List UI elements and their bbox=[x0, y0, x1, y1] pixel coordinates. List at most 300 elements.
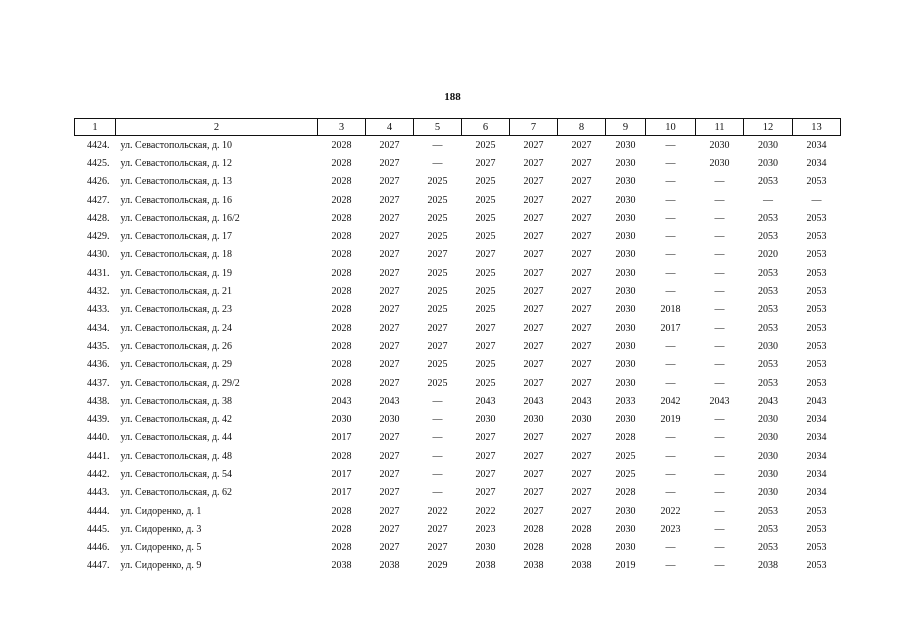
year-cell: 2027 bbox=[379, 194, 400, 206]
year-cell: — bbox=[714, 340, 725, 352]
year-cell: 2017 bbox=[331, 432, 352, 444]
table-row bbox=[75, 227, 841, 245]
year-cell: 2028 bbox=[331, 377, 352, 389]
table-row bbox=[75, 520, 841, 538]
year-cell: 2027 bbox=[427, 523, 448, 535]
table-body bbox=[75, 136, 841, 576]
year-cell: — bbox=[665, 267, 676, 279]
year-cell: 2030 bbox=[379, 414, 400, 426]
table-row bbox=[75, 429, 841, 447]
year-cell: — bbox=[714, 432, 725, 444]
year-cell: 2053 bbox=[806, 359, 827, 371]
table-row bbox=[75, 392, 841, 410]
table-row bbox=[75, 209, 841, 227]
column-header-4: 4 bbox=[366, 119, 414, 136]
year-cell: 2027 bbox=[571, 304, 592, 316]
year-cell: 2019 bbox=[660, 414, 681, 426]
year-cell: 2027 bbox=[523, 157, 544, 169]
year-cell: 2027 bbox=[523, 249, 544, 261]
year-cell: — bbox=[714, 322, 725, 334]
year-cell: — bbox=[714, 249, 725, 261]
year-cell: 2027 bbox=[427, 249, 448, 261]
year-cell: 2030 bbox=[615, 505, 636, 517]
year-cell: 2053 bbox=[806, 231, 827, 243]
column-header-2: 2 bbox=[116, 119, 318, 136]
year-cell: — bbox=[432, 487, 443, 499]
year-cell: 2027 bbox=[475, 487, 496, 499]
year-cell: — bbox=[714, 359, 725, 371]
year-cell: 2033 bbox=[615, 395, 636, 407]
year-cell: — bbox=[811, 194, 822, 206]
year-cell: 2028 bbox=[331, 212, 352, 224]
year-cell: — bbox=[665, 249, 676, 261]
year-cell: — bbox=[665, 432, 676, 444]
year-cell: 2030 bbox=[615, 249, 636, 261]
year-cell: 2017 bbox=[331, 487, 352, 499]
year-cell: 2025 bbox=[427, 304, 448, 316]
address-cell: ул. Севастопольская, д. 62 bbox=[120, 487, 233, 499]
year-cell: 2043 bbox=[331, 395, 352, 407]
column-header-3: 3 bbox=[318, 119, 366, 136]
year-cell: — bbox=[665, 212, 676, 224]
year-cell: — bbox=[714, 304, 725, 316]
year-cell: 2030 bbox=[615, 286, 636, 298]
year-cell: 2027 bbox=[523, 194, 544, 206]
year-cell: 2027 bbox=[523, 468, 544, 480]
year-cell: 2053 bbox=[806, 304, 827, 316]
year-cell: — bbox=[714, 286, 725, 298]
year-cell: — bbox=[714, 468, 725, 480]
year-cell: 2053 bbox=[806, 267, 827, 279]
year-cell: 2017 bbox=[660, 322, 681, 334]
year-cell: 2030 bbox=[475, 542, 496, 554]
year-cell: 2028 bbox=[331, 505, 352, 517]
year-cell: 2027 bbox=[571, 157, 592, 169]
year-cell: 2028 bbox=[615, 432, 636, 444]
year-cell: 2025 bbox=[475, 304, 496, 316]
year-cell: — bbox=[665, 286, 676, 298]
table-row bbox=[75, 191, 841, 209]
year-cell: 2053 bbox=[758, 542, 778, 554]
year-cell: 2022 bbox=[427, 505, 448, 517]
year-cell: 2027 bbox=[379, 322, 400, 334]
year-cell: — bbox=[665, 560, 676, 572]
table-row bbox=[75, 301, 841, 319]
year-cell: 2028 bbox=[331, 139, 352, 151]
year-cell: — bbox=[665, 377, 676, 389]
year-cell: — bbox=[665, 139, 676, 151]
row-number: 4443. bbox=[87, 487, 110, 499]
address-cell: ул. Севастопольская, д. 19 bbox=[120, 267, 233, 279]
year-cell: 2027 bbox=[523, 212, 544, 224]
year-cell: 2027 bbox=[379, 212, 400, 224]
address-cell: ул. Севастопольская, д. 21 bbox=[120, 286, 233, 298]
year-cell: — bbox=[665, 468, 676, 480]
year-cell: 2027 bbox=[475, 157, 496, 169]
year-cell: 2025 bbox=[475, 231, 496, 243]
year-cell: 2043 bbox=[475, 395, 496, 407]
year-cell: 2027 bbox=[379, 432, 400, 444]
address-cell: ул. Севастопольская, д. 29/2 bbox=[120, 377, 240, 389]
column-header-12: 12 bbox=[744, 119, 793, 136]
year-cell: 2027 bbox=[571, 468, 592, 480]
year-cell: 2053 bbox=[806, 286, 827, 298]
year-cell: 2030 bbox=[475, 414, 496, 426]
year-cell: 2025 bbox=[475, 377, 496, 389]
year-cell: 2025 bbox=[427, 194, 448, 206]
year-cell: — bbox=[714, 194, 725, 206]
year-cell: — bbox=[665, 359, 676, 371]
year-cell: — bbox=[665, 194, 676, 206]
year-cell: 2027 bbox=[523, 139, 544, 151]
year-cell: 2027 bbox=[523, 377, 544, 389]
year-cell: 2027 bbox=[523, 505, 544, 517]
address-cell: ул. Сидоренко, д. 3 bbox=[120, 523, 202, 535]
year-cell: 2034 bbox=[806, 487, 827, 499]
row-number: 4428. bbox=[87, 212, 110, 224]
row-number: 4439. bbox=[87, 414, 110, 426]
year-cell: 2053 bbox=[758, 359, 778, 371]
year-cell: 2027 bbox=[571, 267, 592, 279]
year-cell: 2025 bbox=[427, 267, 448, 279]
year-cell: 2030 bbox=[615, 304, 636, 316]
year-cell: 2027 bbox=[523, 304, 544, 316]
row-number: 4436. bbox=[87, 359, 110, 371]
address-cell: ул. Севастопольская, д. 44 bbox=[120, 432, 233, 444]
year-cell: 2043 bbox=[523, 395, 544, 407]
row-number: 4426. bbox=[87, 176, 110, 188]
year-cell: 2053 bbox=[806, 542, 827, 554]
page-number: 188 bbox=[444, 91, 461, 103]
year-cell: 2038 bbox=[379, 560, 400, 572]
address-cell: ул. Севастопольская, д. 18 bbox=[120, 249, 233, 261]
year-cell: 2027 bbox=[571, 377, 592, 389]
year-cell: 2027 bbox=[571, 359, 592, 371]
year-cell: — bbox=[714, 505, 725, 517]
address-cell: ул. Севастопольская, д. 38 bbox=[120, 395, 233, 407]
table-row bbox=[75, 136, 841, 155]
year-cell: 2030 bbox=[523, 414, 544, 426]
year-cell: 2038 bbox=[475, 560, 496, 572]
year-cell: — bbox=[714, 414, 725, 426]
year-cell: 2027 bbox=[379, 505, 400, 517]
year-cell: 2025 bbox=[475, 139, 496, 151]
year-cell: 2027 bbox=[427, 542, 448, 554]
address-cell: ул. Сидоренко, д. 5 bbox=[120, 542, 202, 554]
year-cell: — bbox=[714, 212, 725, 224]
year-cell: 2038 bbox=[331, 560, 352, 572]
year-cell: 2025 bbox=[615, 468, 636, 480]
year-cell: 2053 bbox=[758, 523, 778, 535]
year-cell: 2053 bbox=[758, 505, 778, 517]
year-cell: 2034 bbox=[806, 468, 827, 480]
year-cell: 2027 bbox=[571, 231, 592, 243]
year-cell: 2030 bbox=[571, 414, 592, 426]
year-cell: 2027 bbox=[379, 249, 400, 261]
year-cell: 2027 bbox=[523, 231, 544, 243]
year-cell: 2028 bbox=[331, 322, 352, 334]
year-cell: — bbox=[432, 450, 443, 462]
year-cell: 2053 bbox=[806, 322, 827, 334]
address-cell: ул. Севастопольская, д. 24 bbox=[120, 322, 233, 334]
year-cell: — bbox=[714, 231, 725, 243]
table-row bbox=[75, 154, 841, 172]
year-cell: — bbox=[432, 139, 443, 151]
year-cell: 2028 bbox=[331, 157, 352, 169]
row-number: 4447. bbox=[87, 560, 110, 572]
year-cell: 2053 bbox=[758, 377, 778, 389]
year-cell: 2027 bbox=[523, 487, 544, 499]
year-cell: — bbox=[714, 267, 725, 279]
year-cell: 2027 bbox=[523, 267, 544, 279]
year-cell: 2053 bbox=[758, 322, 778, 334]
address-cell: ул. Севастопольская, д. 13 bbox=[120, 176, 233, 188]
row-number: 4440. bbox=[87, 432, 110, 444]
year-cell: 2022 bbox=[475, 505, 496, 517]
year-cell: 2027 bbox=[379, 377, 400, 389]
year-cell: — bbox=[665, 157, 676, 169]
year-cell: 2027 bbox=[571, 340, 592, 352]
year-cell: 2027 bbox=[523, 432, 544, 444]
year-cell: 2030 bbox=[758, 340, 778, 352]
year-cell: 2027 bbox=[379, 359, 400, 371]
year-cell: — bbox=[665, 231, 676, 243]
year-cell: 2027 bbox=[571, 194, 592, 206]
year-cell: 2053 bbox=[806, 377, 827, 389]
table-row bbox=[75, 173, 841, 191]
column-header-13: 13 bbox=[793, 119, 841, 136]
year-cell: 2028 bbox=[331, 359, 352, 371]
table-row bbox=[75, 319, 841, 337]
year-cell: 2030 bbox=[758, 414, 778, 426]
year-cell: 2025 bbox=[475, 212, 496, 224]
year-cell: 2028 bbox=[523, 542, 544, 554]
column-header-1: 1 bbox=[75, 119, 116, 136]
year-cell: 2027 bbox=[571, 286, 592, 298]
year-cell: 2028 bbox=[331, 542, 352, 554]
year-cell: 2023 bbox=[660, 523, 681, 535]
table-row bbox=[75, 337, 841, 355]
year-cell: 2030 bbox=[709, 139, 730, 151]
year-cell: 2028 bbox=[331, 304, 352, 316]
table-row bbox=[75, 356, 841, 374]
year-cell: — bbox=[432, 395, 443, 407]
row-number: 4437. bbox=[87, 377, 110, 389]
year-cell: — bbox=[714, 487, 725, 499]
year-cell: 2027 bbox=[379, 267, 400, 279]
year-cell: 2043 bbox=[806, 395, 827, 407]
row-number: 4434. bbox=[87, 322, 110, 334]
year-cell: 2038 bbox=[571, 560, 592, 572]
column-header-7: 7 bbox=[510, 119, 558, 136]
row-number: 4446. bbox=[87, 542, 110, 554]
year-cell: 2028 bbox=[331, 194, 352, 206]
row-number: 4424. bbox=[87, 139, 110, 151]
year-cell: 2030 bbox=[615, 523, 636, 535]
address-cell: ул. Севастопольская, д. 54 bbox=[120, 468, 233, 480]
year-cell: 2027 bbox=[571, 487, 592, 499]
year-cell: 2030 bbox=[615, 359, 636, 371]
year-cell: 2018 bbox=[660, 304, 681, 316]
schedule-table bbox=[74, 118, 841, 575]
year-cell: — bbox=[714, 377, 725, 389]
year-cell: 2027 bbox=[379, 286, 400, 298]
address-cell: ул. Севастопольская, д. 16 bbox=[120, 194, 233, 206]
year-cell: — bbox=[714, 176, 725, 188]
address-cell: ул. Сидоренко, д. 9 bbox=[120, 560, 202, 572]
year-cell: 2027 bbox=[379, 304, 400, 316]
column-header-11: 11 bbox=[696, 119, 744, 136]
year-cell: — bbox=[432, 157, 443, 169]
row-number: 4444. bbox=[87, 505, 110, 517]
year-cell: 2027 bbox=[571, 432, 592, 444]
year-cell: — bbox=[432, 414, 443, 426]
row-number: 4433. bbox=[87, 304, 110, 316]
year-cell: 2030 bbox=[758, 139, 778, 151]
year-cell: 2020 bbox=[758, 249, 778, 261]
year-cell: — bbox=[714, 560, 725, 572]
year-cell: 2053 bbox=[806, 505, 827, 517]
year-cell: 2028 bbox=[571, 542, 592, 554]
table-row bbox=[75, 557, 841, 575]
year-cell: 2030 bbox=[331, 414, 352, 426]
year-cell: 2025 bbox=[475, 194, 496, 206]
year-cell: 2030 bbox=[615, 231, 636, 243]
address-cell: ул. Севастопольская, д. 29 bbox=[120, 359, 233, 371]
year-cell: 2027 bbox=[523, 359, 544, 371]
year-cell: 2053 bbox=[806, 249, 827, 261]
address-cell: ул. Севастопольская, д. 17 bbox=[120, 231, 233, 243]
year-cell: 2025 bbox=[427, 286, 448, 298]
year-cell: 2027 bbox=[523, 450, 544, 462]
year-cell: 2025 bbox=[427, 231, 448, 243]
year-cell: 2034 bbox=[806, 450, 827, 462]
year-cell: 2043 bbox=[709, 395, 730, 407]
year-cell: 2030 bbox=[615, 157, 636, 169]
year-cell: 2025 bbox=[475, 286, 496, 298]
year-cell: 2053 bbox=[806, 176, 827, 188]
column-header-5: 5 bbox=[414, 119, 462, 136]
row-number: 4438. bbox=[87, 395, 110, 407]
column-header-6: 6 bbox=[462, 119, 510, 136]
year-cell: 2028 bbox=[523, 523, 544, 535]
year-cell: — bbox=[432, 432, 443, 444]
year-cell: 2027 bbox=[571, 139, 592, 151]
year-cell: 2028 bbox=[331, 340, 352, 352]
table-row bbox=[75, 502, 841, 520]
row-number: 4429. bbox=[87, 231, 110, 243]
year-cell: 2030 bbox=[758, 450, 778, 462]
year-cell: 2030 bbox=[615, 322, 636, 334]
year-cell: 2027 bbox=[379, 468, 400, 480]
row-number: 4442. bbox=[87, 468, 110, 480]
year-cell: — bbox=[714, 450, 725, 462]
address-cell: ул. Севастопольская, д. 16/2 bbox=[120, 212, 240, 224]
table-row bbox=[75, 447, 841, 465]
year-cell: 2030 bbox=[615, 139, 636, 151]
year-cell: 2053 bbox=[758, 267, 778, 279]
year-cell: 2027 bbox=[523, 322, 544, 334]
year-cell: 2053 bbox=[806, 560, 827, 572]
year-cell: 2027 bbox=[475, 432, 496, 444]
year-cell: 2053 bbox=[758, 231, 778, 243]
year-cell: 2030 bbox=[758, 157, 778, 169]
address-cell: ул. Севастопольская, д. 12 bbox=[120, 157, 233, 169]
row-number: 4427. bbox=[87, 194, 110, 206]
year-cell: 2028 bbox=[331, 523, 352, 535]
year-cell: — bbox=[763, 194, 773, 206]
column-header-8: 8 bbox=[558, 119, 606, 136]
year-cell: 2028 bbox=[331, 176, 352, 188]
year-cell: 2043 bbox=[379, 395, 400, 407]
year-cell: 2025 bbox=[427, 176, 448, 188]
year-cell: 2027 bbox=[523, 176, 544, 188]
year-cell: 2027 bbox=[523, 340, 544, 352]
year-cell: — bbox=[714, 523, 725, 535]
year-cell: 2025 bbox=[615, 450, 636, 462]
year-cell: 2030 bbox=[615, 542, 636, 554]
table-header bbox=[75, 119, 841, 136]
year-cell: 2034 bbox=[806, 432, 827, 444]
year-cell: — bbox=[665, 176, 676, 188]
row-number: 4430. bbox=[87, 249, 110, 261]
row-number: 4431. bbox=[87, 267, 110, 279]
year-cell: 2027 bbox=[475, 468, 496, 480]
year-cell: 2053 bbox=[806, 340, 827, 352]
table-row bbox=[75, 484, 841, 502]
year-cell: 2027 bbox=[523, 286, 544, 298]
year-cell: 2019 bbox=[615, 560, 636, 572]
year-cell: 2027 bbox=[379, 523, 400, 535]
year-cell: 2030 bbox=[615, 267, 636, 279]
year-cell: — bbox=[714, 542, 725, 554]
year-cell: 2028 bbox=[331, 267, 352, 279]
table-row bbox=[75, 374, 841, 392]
year-cell: 2022 bbox=[660, 505, 681, 517]
address-cell: ул. Севастопольская, д. 48 bbox=[120, 450, 233, 462]
year-cell: 2025 bbox=[427, 212, 448, 224]
row-number: 4435. bbox=[87, 340, 110, 352]
year-cell: 2030 bbox=[615, 212, 636, 224]
year-cell: 2030 bbox=[615, 414, 636, 426]
year-cell: 2027 bbox=[475, 340, 496, 352]
year-cell: — bbox=[665, 542, 676, 554]
table-row bbox=[75, 264, 841, 282]
address-cell: ул. Севастопольская, д. 42 bbox=[120, 414, 233, 426]
year-cell: 2053 bbox=[806, 523, 827, 535]
year-cell: 2043 bbox=[758, 395, 778, 407]
year-cell: 2028 bbox=[615, 487, 636, 499]
year-cell: 2027 bbox=[475, 322, 496, 334]
year-cell: 2027 bbox=[571, 212, 592, 224]
address-cell: ул. Севастопольская, д. 23 bbox=[120, 304, 233, 316]
year-cell: 2038 bbox=[758, 560, 778, 572]
year-cell: 2025 bbox=[475, 359, 496, 371]
year-cell: 2025 bbox=[427, 359, 448, 371]
year-cell: 2030 bbox=[758, 468, 778, 480]
year-cell: 2030 bbox=[758, 432, 778, 444]
year-cell: 2053 bbox=[806, 212, 827, 224]
year-cell: 2043 bbox=[571, 395, 592, 407]
year-cell: 2017 bbox=[331, 468, 352, 480]
year-cell: 2028 bbox=[571, 523, 592, 535]
year-cell: 2025 bbox=[475, 267, 496, 279]
year-cell: 2027 bbox=[379, 450, 400, 462]
row-number: 4441. bbox=[87, 450, 110, 462]
year-cell: 2027 bbox=[379, 231, 400, 243]
year-cell: 2053 bbox=[758, 286, 778, 298]
row-number: 4445. bbox=[87, 523, 110, 535]
